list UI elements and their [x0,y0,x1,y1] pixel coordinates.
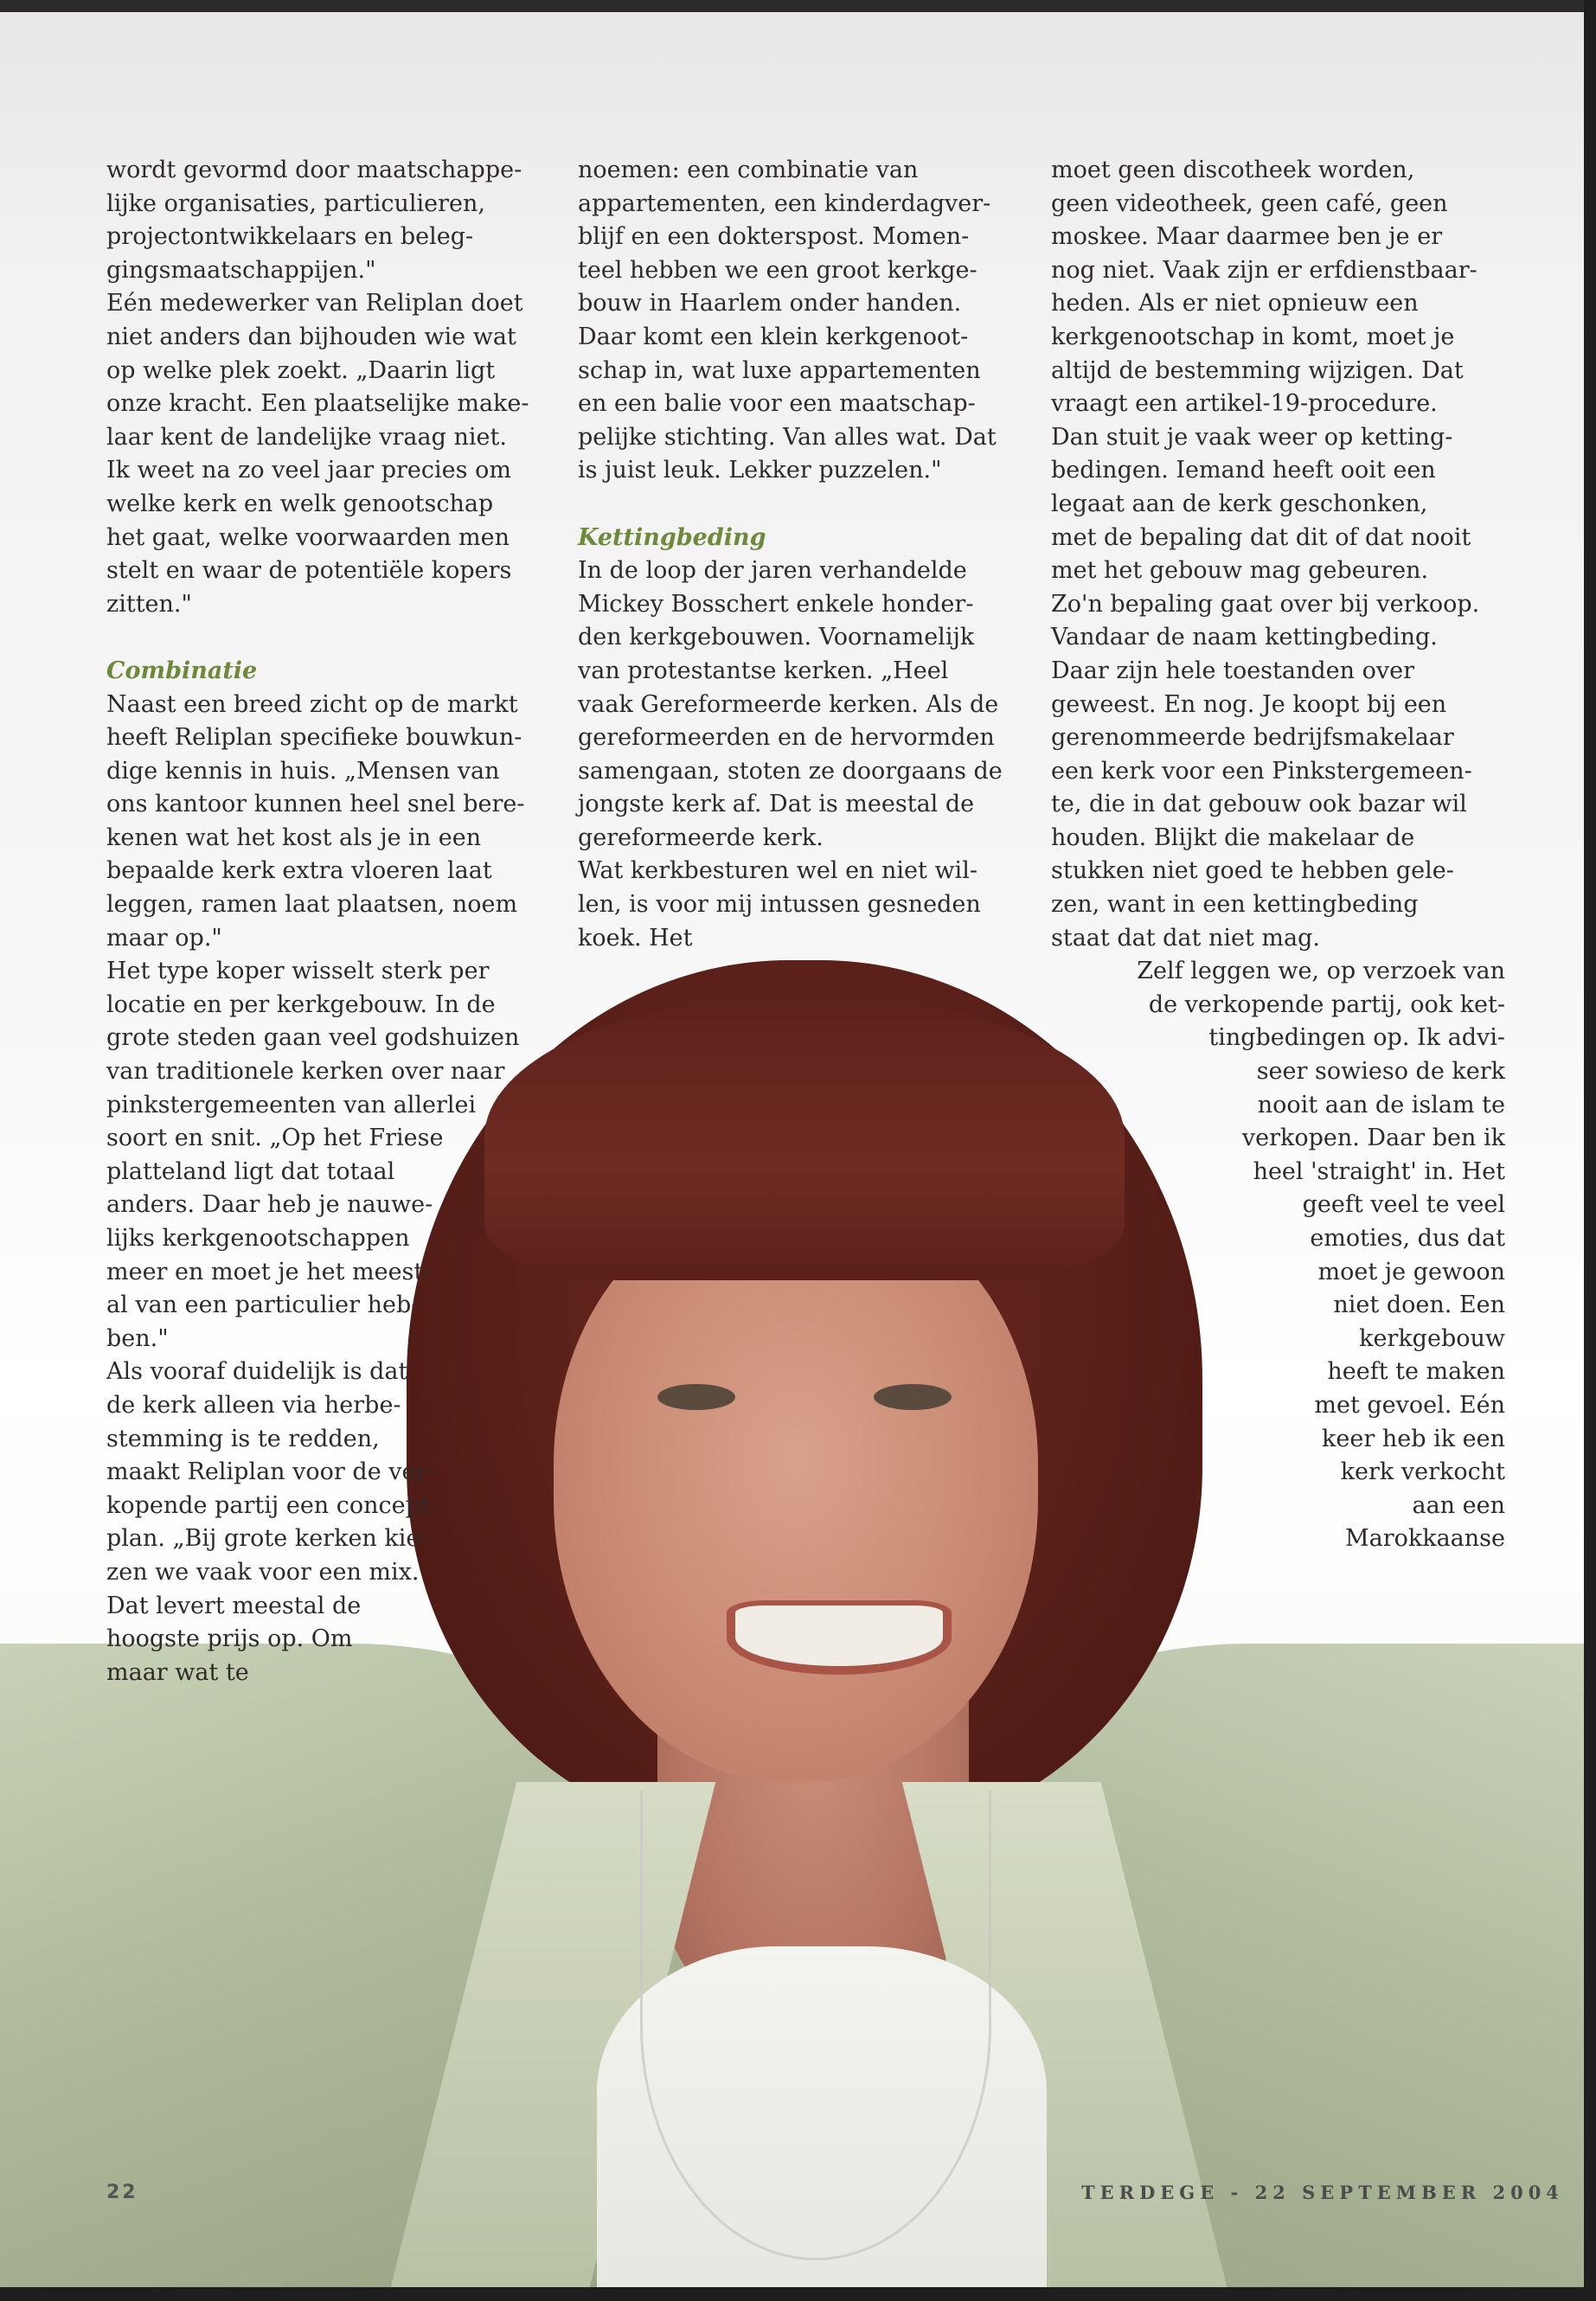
column2-paragraphs-b [578,554,1032,955]
text-line: van traditionele kerken over naar [106,1058,505,1086]
text-line: nog niet. Vaak zijn er erfdienstbaar- [1051,256,1477,284]
smile [727,1600,952,1675]
text-line: heeft te maken [1327,1358,1505,1386]
text-line: maakt Reliplan voor de ver- [106,1458,435,1486]
text-line: heel 'straight' in. Het [1253,1157,1505,1185]
text-line: Ik weet na zo veel jaar precies om [106,457,511,484]
text-line: van protestantse kerken. „Heel [578,657,949,684]
text-line: kopende partij een concept- [106,1491,438,1519]
text-line: lijke organisaties, particulieren, [106,189,485,217]
text-line: blijf en een dokterspost. Momen- [578,223,970,251]
text-line: schap in, wat luxe appartementen [578,356,981,384]
text-line: Daar komt een klein kerkgenoot- [578,323,969,350]
text-line: met de bepaling dat dit of dat nooit [1051,523,1471,551]
column1-paragraphs-b [106,689,556,1690]
text-line: is juist leuk. Lekker puzzelen." [578,457,942,484]
top-border [0,0,1596,12]
text-line: heeft Reliplan specifieke bouwkun- [106,724,522,752]
text-line: laar kent de landelijke vraag niet. [106,423,507,451]
text-line: stemming is te redden, [106,1425,380,1452]
text-line: In de loop der jaren verhandelde [578,557,967,585]
text-line: maar wat te [106,1658,249,1686]
necklace [640,1791,991,2260]
text-line: zen, want in een kettingbeding [1051,891,1419,919]
text-line: seer sowieso de kerk [1256,1058,1505,1086]
column1-paragraphs-a [106,154,556,621]
text-line: stukken niet goed te hebben gele- [1051,857,1454,885]
text-line: samengaan, stoten ze doorgaans de [578,757,1003,785]
text-line: len, is voor mij intussen gesneden [578,891,981,919]
text-line: den kerkgebouwen. Voornamelijk [578,624,975,651]
text-line: noemen: een combinatie van [578,157,919,183]
text-line: kerk verkocht [1340,1458,1505,1486]
text-line: soort en snit. „Op het Friese [106,1125,444,1152]
text-line: Daar zijn hele toestanden over [1051,657,1415,684]
text-line: welke kerk en welk genootschap [106,490,494,517]
bottom-border [0,2287,1596,2301]
text-line: wordt gevormd door maatschappe- [106,157,522,183]
text-column-3 [1051,154,1505,1556]
text-line: locatie en per kerkgebouw. In de [106,990,496,1018]
text-column-1 [106,154,556,1689]
text-line: te, die in dat gebouw ook bazar wil [1051,791,1467,818]
text-line: Vandaar de naam kettingbeding. [1051,624,1438,651]
text-line: de verkopende partij, ook ket- [1148,990,1505,1018]
text-line: gingsmaatschappijen." [106,256,376,284]
text-line: Dan stuit je vaak weer op ketting- [1051,423,1453,451]
text-line: geen videotheek, geen café, geen [1051,189,1448,217]
text-line: keer heb ik een [1322,1425,1505,1452]
text-line: pelijke stichting. Van alles wat. Dat [578,423,997,451]
text-line: verkopen. Daar ben ik [1241,1125,1505,1152]
text-line: met gevoel. Eén [1314,1391,1505,1419]
text-line: geweest. En nog. Je koopt bij een [1051,690,1447,718]
text-line: bepaalde kerk extra vloeren laat [106,857,492,885]
text-line: aan een [1412,1491,1505,1519]
text-line: nooit aan de islam te [1257,1091,1505,1118]
right-border [1584,0,1596,2301]
text-line: geeft veel te veel [1302,1191,1505,1219]
text-line: leggen, ramen laat plaatsen, noem [106,891,518,919]
left-eye [657,1384,735,1410]
text-line: pinkstergemeenten van allerlei [106,1091,477,1118]
text-line: ons kantoor kunnen heel snel bere- [106,791,525,818]
text-line: met het gebouw mag gebeuren. [1051,557,1429,585]
text-line: Zo'n bepaling gaat over bij verkoop. [1051,590,1480,618]
text-line: dige kennis in huis. „Mensen van [106,757,500,785]
text-line: moskee. Maar daarmee ben je er [1051,223,1443,251]
page-number: 22 [106,2182,138,2203]
text-line: maar op." [106,924,222,952]
text-line: anders. Daar heb je nauwe- [106,1191,433,1219]
text-line: plan. „Bij grote kerken kie- [106,1525,428,1553]
text-line: meer en moet je het meest- [106,1258,432,1285]
text-line: zitten." [106,590,192,618]
text-line: vaak Gereformeerde kerken. Als de [578,690,999,718]
text-line: Eén medewerker van Reliplan doet [106,290,523,317]
text-line: ben." [106,1324,169,1352]
text-line: op welke plek zoekt. „Daarin ligt [106,356,496,384]
text-line: tingbedingen op. Ik advi- [1208,1024,1505,1052]
text-line: niet anders dan bijhouden wie wat [106,323,516,350]
text-line: grote steden gaan veel godshuizen [106,1024,520,1052]
text-line: het gaat, welke voorwaarden men [106,523,510,551]
text-column-2 [578,154,1032,955]
text-line: bedingen. Iemand heeft ooit een [1051,457,1436,484]
text-line: niet doen. Een [1333,1292,1505,1319]
column3-wrapped-paragraph [1051,955,1505,1556]
text-line: al van een particulier heb- [106,1292,420,1319]
text-line: kerkgenootschap in komt, moet je [1051,323,1455,350]
text-line: en een balie voor een maatschap- [578,390,976,418]
text-line: gerenommeerde bedrijfsmakelaar [1051,724,1454,752]
text-line: stelt en waar de potentiële kopers [106,557,512,585]
text-line: jongste kerk af. Dat is meestal de [578,791,975,818]
face [554,1194,1038,1782]
text-line: emoties, dus dat [1310,1225,1505,1252]
text-line: de kerk alleen via herbe- [106,1391,401,1419]
text-line: heden. Als er niet opnieuw een [1051,290,1419,317]
text-line: Als vooraf duidelijk is dat [106,1358,408,1386]
subhead-kettingbeding: Kettingbeding [578,523,766,551]
text-line: platteland ligt dat totaal [106,1157,395,1185]
text-line: vraagt een artikel-19-procedure. [1051,390,1438,418]
text-line: Dat levert meestal de [106,1592,362,1619]
magazine-footer: TERDEGE - 22 SEPTEMBER 2004 [1081,2182,1564,2203]
text-line: appartementen, een kinderdagver- [578,189,991,217]
text-line: teel hebben we een groot kerkge- [578,256,977,284]
text-line: een kerk voor een Pinkstergemeen- [1051,757,1472,785]
text-line: projectontwikkelaars en beleg- [106,223,474,251]
text-line: Marokkaanse [1344,1525,1505,1553]
text-line: moet je gewoon [1317,1258,1505,1285]
text-line: moet geen discotheek worden, [1051,157,1415,183]
text-line: houden. Blijkt die makelaar de [1051,824,1415,851]
column3-paragraphs [1051,154,1505,955]
column2-paragraphs-a [578,154,1032,488]
text-line: staat dat dat niet mag. [1051,924,1320,952]
text-line: Wat kerkbesturen wel en niet wil- [578,857,977,885]
text-line: onze kracht. Een plaatselijke make- [106,390,529,418]
subhead-combinatie: Combinatie [106,657,258,684]
right-eye [874,1384,952,1410]
text-line: kerkgebouw [1359,1324,1505,1352]
text-line: legaat aan de kerk geschonken, [1051,490,1428,517]
text-line: gereformeerde kerk. [578,824,824,851]
text-line: zen we vaak voor een mix. [106,1558,420,1586]
text-line: Mickey Bosschert enkele honder- [578,590,974,618]
text-line: gereformeerden en de hervormden [578,724,995,752]
hair-bangs [484,995,1125,1280]
text-line: Het type koper wisselt sterk per [106,958,490,985]
text-line: hoogste prijs op. Om [106,1625,353,1653]
text-line: koek. Het [578,924,693,952]
text-line: altijd de bestemming wijzigen. Dat [1051,356,1464,384]
text-line: lijks kerkgenootschappen [106,1225,410,1252]
text-line: Naast een breed zicht op de markt [106,690,518,718]
text-line: bouw in Haarlem onder handen. [578,290,962,317]
text-line: kenen wat het kost als je in een [106,824,482,851]
text-line: Zelf leggen we, op verzoek van [1137,958,1505,985]
